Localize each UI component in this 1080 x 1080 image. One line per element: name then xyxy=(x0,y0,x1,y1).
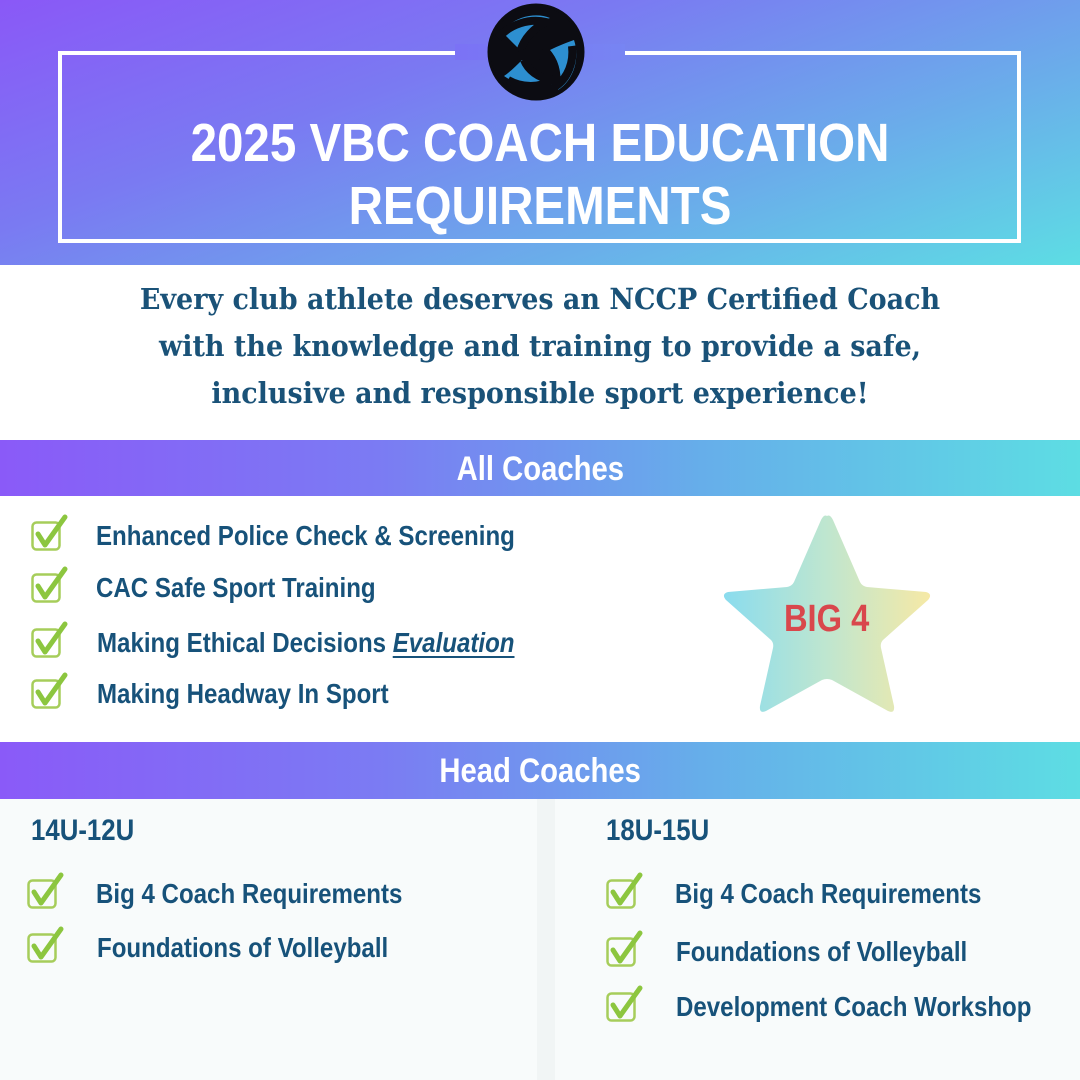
requirement-item xyxy=(26,926,436,970)
checkbox-checked-icon xyxy=(30,672,70,710)
page-title xyxy=(118,112,963,238)
requirement-label: Enhanced Police Check & Screening xyxy=(96,520,515,551)
requirement-item xyxy=(30,672,436,716)
requirement-item xyxy=(30,514,583,558)
requirement-text: Making Ethical Decisions xyxy=(97,627,393,658)
requirement-label: Foundations of Volleyball xyxy=(676,936,968,967)
mission-statement xyxy=(38,276,1042,417)
all-coaches-heading: All Coaches xyxy=(456,450,624,488)
evaluation-link[interactable]: Evaluation xyxy=(392,627,515,658)
requirement-label: Big 4 Coach Requirements xyxy=(675,878,982,909)
requirement-item xyxy=(605,930,1015,974)
requirement-item xyxy=(605,872,1031,916)
requirement-label: Development Coach Workshop xyxy=(676,991,1032,1022)
column-divider xyxy=(537,799,555,1080)
head-coaches-heading: Head Coaches xyxy=(439,752,641,790)
checkbox-checked-icon xyxy=(30,566,70,604)
all-coaches-heading-bar xyxy=(0,440,1080,496)
head-coaches-heading-bar xyxy=(0,742,1080,799)
age-group-title-18u-15u: 18U-15U xyxy=(606,814,710,847)
tagline-line-2: with the knowledge and training to provide a safe, xyxy=(158,329,922,363)
age-group-title-14u-12u: 14U-12U xyxy=(31,814,135,847)
requirement-label: Foundations of Volleyball xyxy=(97,932,389,963)
big-4-badge xyxy=(720,598,934,641)
header-banner xyxy=(0,0,1080,265)
checkbox-checked-icon xyxy=(30,514,70,552)
checkbox-checked-icon xyxy=(605,872,645,910)
requirement-label: Making Headway In Sport xyxy=(97,678,389,709)
checkbox-checked-icon xyxy=(26,926,66,964)
requirement-label: Big 4 Coach Requirements xyxy=(96,878,403,909)
requirement-item xyxy=(30,621,582,665)
requirement-item xyxy=(30,566,421,610)
badge-label: BIG 4 xyxy=(784,598,870,640)
checkbox-checked-icon xyxy=(605,930,645,968)
title-line-2: REQUIREMENTS xyxy=(348,176,732,236)
tagline-line-3: inclusive and responsible sport experience! xyxy=(211,376,869,410)
title-line-1: 2025 VBC COACH EDUCATION xyxy=(190,113,890,173)
requirement-item xyxy=(605,985,1080,1029)
checkbox-checked-icon xyxy=(30,621,70,659)
volleyball-logo-icon xyxy=(484,2,588,102)
requirement-label: CAC Safe Sport Training xyxy=(96,572,376,603)
checkbox-checked-icon xyxy=(26,872,66,910)
requirement-label xyxy=(97,627,515,659)
checkbox-checked-icon xyxy=(605,985,645,1023)
tagline-line-1: Every club athlete deserves an NCCP Certified Coach xyxy=(139,282,941,316)
requirement-item xyxy=(26,872,452,916)
